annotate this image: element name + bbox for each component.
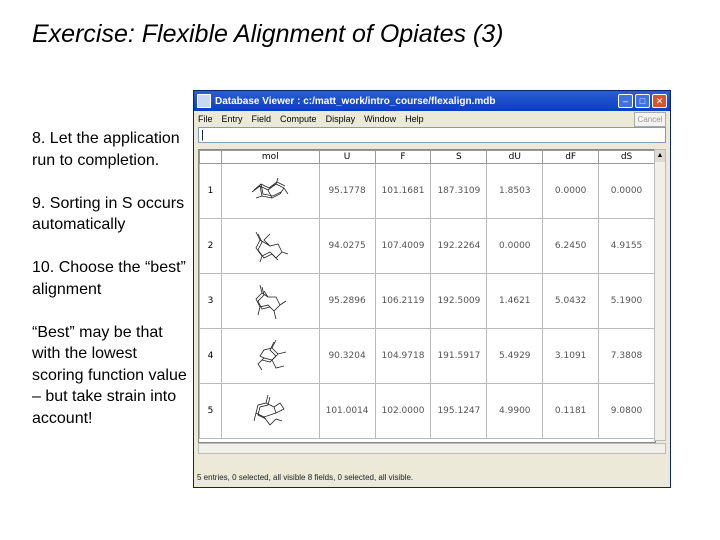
cell-ds: 5.1900 xyxy=(599,274,655,329)
database-grid xyxy=(198,149,656,443)
grid-header-row xyxy=(200,151,655,164)
cell-s: 195.1247 xyxy=(431,384,487,439)
minimize-icon[interactable]: – xyxy=(618,94,633,108)
slide-title: Exercise: Flexible Alignment of Opiates (3) xyxy=(32,20,504,48)
cell-ds: 0.0000 xyxy=(599,164,655,219)
cell-ds: 9.0800 xyxy=(599,384,655,439)
note-step-8: 8. Let the application run to completion. xyxy=(32,130,180,169)
cell-s: 187.3109 xyxy=(431,164,487,219)
cell-du: 0.0000 xyxy=(487,219,543,274)
header-ds[interactable]: dS xyxy=(599,151,655,164)
cell-u: 95.2896 xyxy=(319,274,375,329)
horizontal-scrollbar[interactable] xyxy=(198,443,666,454)
cell-du: 5.4929 xyxy=(487,329,543,384)
header-du[interactable]: dU xyxy=(487,151,543,164)
menu-display[interactable]: Display xyxy=(325,114,356,124)
note-step-9: 9. Sorting in S occurs automatically xyxy=(32,194,185,233)
note-best-alignment: “Best” may be that with the lowest scoring function value – but take strain into account! xyxy=(32,323,187,427)
cell-df: 0.0000 xyxy=(543,164,599,219)
table-row[interactable] xyxy=(200,219,655,274)
close-icon[interactable]: ✕ xyxy=(652,94,667,108)
window-title: Database Viewer : c:/matt_work/intro_course/flexalign.mdb xyxy=(215,95,496,107)
cell-du: 1.8503 xyxy=(487,164,543,219)
cancel-button[interactable]: Cancel xyxy=(634,112,666,127)
row-number: 4 xyxy=(200,329,222,384)
cell-du: 1.4621 xyxy=(487,274,543,329)
window-titlebar[interactable] xyxy=(194,91,670,111)
molecule-image xyxy=(221,219,319,274)
cell-s: 192.5009 xyxy=(431,274,487,329)
molecule-image xyxy=(221,384,319,439)
menu-compute[interactable]: Compute xyxy=(280,114,317,124)
cell-s: 191.5917 xyxy=(431,329,487,384)
row-number: 1 xyxy=(200,164,222,219)
row-number: 2 xyxy=(200,219,222,274)
cell-u: 101.0014 xyxy=(319,384,375,439)
menu-help[interactable]: Help xyxy=(405,114,424,124)
cell-f: 106.2119 xyxy=(375,274,431,329)
slide-notes xyxy=(32,128,192,451)
scroll-up-icon[interactable]: ▲ xyxy=(655,150,665,162)
menu-file[interactable]: File xyxy=(198,114,213,124)
status-bar: 5 entries, 0 selected, all visible 8 fields, 0 selected, all visible. xyxy=(197,473,414,482)
maximize-icon[interactable]: □ xyxy=(635,94,650,108)
vertical-scrollbar[interactable] xyxy=(654,149,666,441)
app-icon xyxy=(197,94,211,108)
table-row[interactable] xyxy=(200,384,655,439)
table-row[interactable] xyxy=(200,164,655,219)
molecule-image xyxy=(221,164,319,219)
cell-df: 6.2450 xyxy=(543,219,599,274)
cell-u: 94.0275 xyxy=(319,219,375,274)
note-step-10: 10. Choose the “best” alignment xyxy=(32,259,186,298)
molecule-image xyxy=(221,329,319,384)
cell-f: 102.0000 xyxy=(375,384,431,439)
cell-du: 4.9900 xyxy=(487,384,543,439)
menubar xyxy=(194,111,670,127)
cell-u: 95.1778 xyxy=(319,164,375,219)
table-row[interactable] xyxy=(200,274,655,329)
header-mol[interactable]: mol xyxy=(221,151,319,164)
cell-df: 3.1091 xyxy=(543,329,599,384)
menu-field[interactable]: Field xyxy=(251,114,272,124)
cell-f: 107.4009 xyxy=(375,219,431,274)
database-viewer-window xyxy=(193,90,671,488)
cell-ds: 7.3808 xyxy=(599,329,655,384)
cell-df: 5.0432 xyxy=(543,274,599,329)
table-row[interactable] xyxy=(200,329,655,384)
cell-f: 104.9718 xyxy=(375,329,431,384)
header-f[interactable]: F xyxy=(375,151,431,164)
query-input[interactable]: | xyxy=(198,127,666,143)
header-df[interactable]: dF xyxy=(543,151,599,164)
cell-df: 0.1181 xyxy=(543,384,599,439)
row-number: 5 xyxy=(200,384,222,439)
header-corner[interactable] xyxy=(200,151,222,164)
menu-window[interactable]: Window xyxy=(364,114,397,124)
molecule-image xyxy=(221,274,319,329)
header-s[interactable]: S xyxy=(431,151,487,164)
cell-f: 101.1681 xyxy=(375,164,431,219)
cell-ds: 4.9155 xyxy=(599,219,655,274)
cell-s: 192.2264 xyxy=(431,219,487,274)
row-number: 3 xyxy=(200,274,222,329)
cell-u: 90.3204 xyxy=(319,329,375,384)
header-u[interactable]: U xyxy=(319,151,375,164)
menu-entry[interactable]: Entry xyxy=(221,114,243,124)
